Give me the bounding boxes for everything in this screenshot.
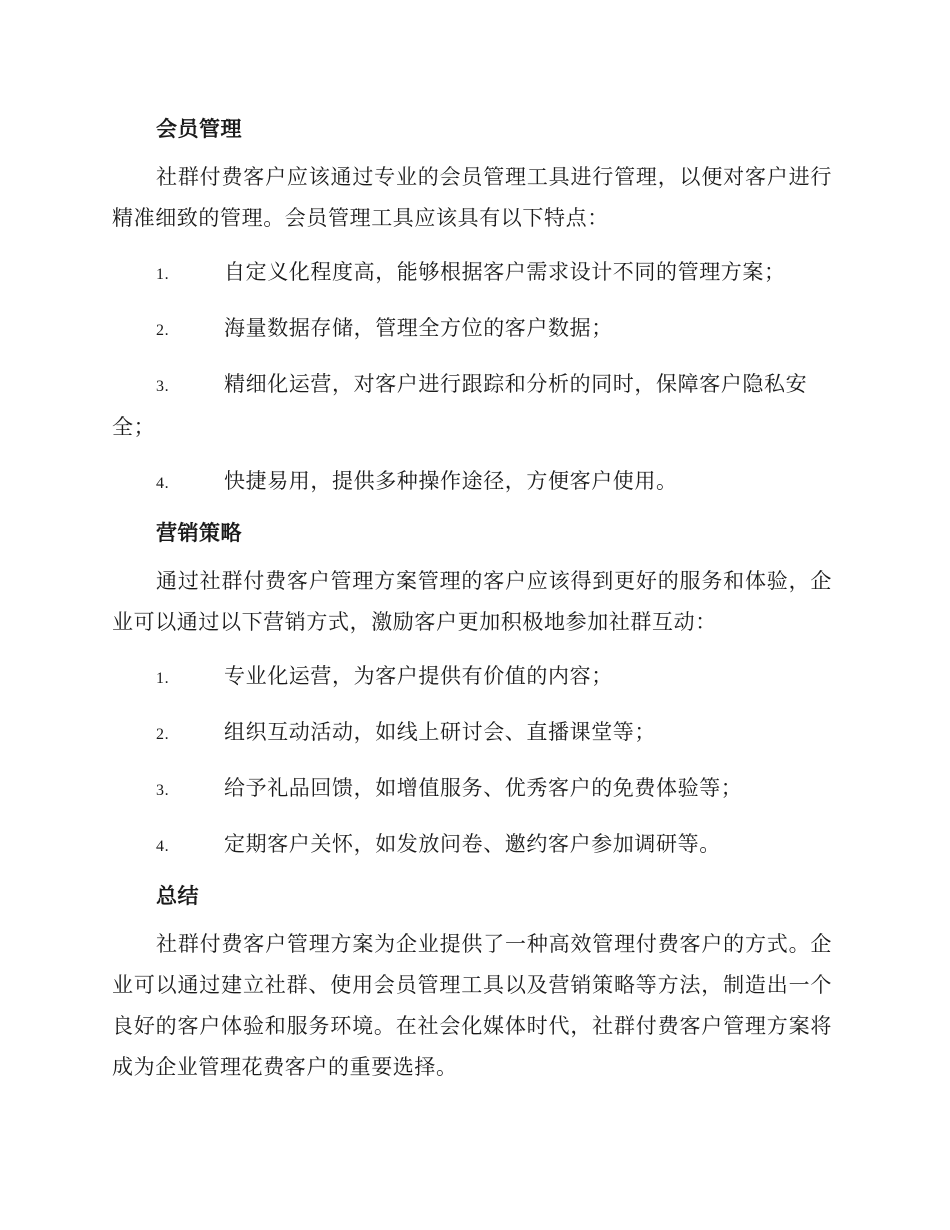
list-number: 3.: [156, 378, 170, 395]
list-number: 3.: [156, 782, 170, 799]
feature-list-membership: [112, 252, 832, 504]
section-heading-summary: 总结: [156, 884, 199, 908]
list-text: 海量数据存储，管理全方位的客户数据；: [224, 316, 613, 340]
document-page: [112, 100, 832, 1088]
section-paragraph-membership: 社群付费客户应该通过专业的会员管理工具进行管理，以便对客户进行精准细致的管理。会员管理工具应该具有以下特点：: [112, 165, 832, 230]
list-item: [112, 656, 832, 699]
list-number: 4.: [156, 475, 170, 492]
feature-list-marketing: [112, 656, 832, 867]
list-number: 2.: [156, 726, 170, 743]
list-text: 组织互动活动，如线上研讨会、直播课堂等；: [224, 720, 656, 744]
list-item: [112, 252, 832, 295]
section-heading-marketing: 营销策略: [156, 521, 242, 545]
list-item: [112, 768, 832, 811]
list-item: [112, 824, 832, 867]
list-text: 自定义化程度高，能够根据客户需求设计不同的管理方案；: [224, 260, 786, 284]
list-text: 精细化运营，对客户进行跟踪和分析的同时，保障客户隐私安全；: [112, 372, 808, 439]
list-item: [112, 712, 832, 755]
section-paragraph-summary: 社群付费客户管理方案为企业提供了一种高效管理付费客户的方式。企业可以通过建立社群、使用会员管理工具以及营销策略等方法，制造出一个良好的客户体验和服务环境。在社会化媒体时代，社群付费客户管理方案将成为企业管理花费客户的重要选择。: [112, 932, 832, 1079]
list-number: 2.: [156, 322, 170, 339]
section-heading-membership: 会员管理: [156, 117, 242, 141]
list-number: 1.: [156, 266, 170, 283]
list-text: 给予礼品回馈，如增值服务、优秀客户的免费体验等；: [224, 776, 743, 800]
list-item: [112, 461, 832, 504]
list-text: 定期客户关怀，如发放问卷、邀约客户参加调研等。: [224, 832, 721, 856]
list-text: 快捷易用，提供多种操作途径，方便客户使用。: [224, 469, 678, 493]
list-number: 4.: [156, 838, 170, 855]
list-item: [112, 308, 832, 351]
section-paragraph-marketing: 通过社群付费客户管理方案管理的客户应该得到更好的服务和体验，企业可以通过以下营销方式，激励客户更加积极地参加社群互动：: [112, 569, 832, 634]
list-number: 1.: [156, 670, 170, 687]
list-item: [112, 364, 832, 448]
list-text: 专业化运营，为客户提供有价值的内容；: [224, 664, 613, 688]
